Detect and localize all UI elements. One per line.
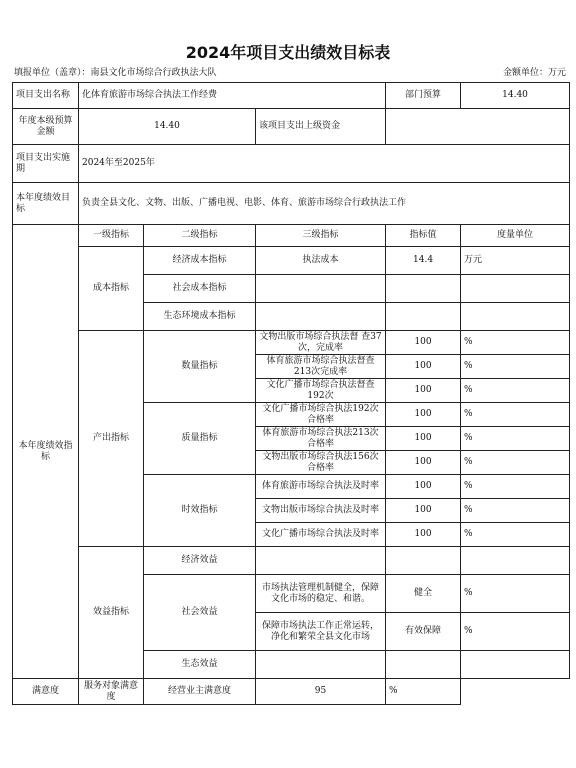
l2-social: 社会效益: [144, 575, 256, 651]
l2-cell: 经济效益: [144, 547, 256, 575]
value-cell: [386, 275, 461, 303]
unit-cell: %: [461, 355, 570, 379]
l3-cell: 文化广播市场综合执法及时率: [256, 523, 386, 547]
unit-cell: [461, 651, 570, 679]
unit-cell: %: [461, 379, 570, 403]
unit-cell: %: [461, 575, 570, 613]
unit-cell: %: [461, 475, 570, 499]
l3-cell: 文物出版市场综合执法及时率: [256, 499, 386, 523]
l2-cell: 生态环境成本指标: [144, 303, 256, 331]
unit-cell: [461, 303, 570, 331]
filing-unit: 填报单位（盖章）：南县文化市场综合行政执法大队: [14, 68, 217, 78]
indicators-label: 本年度绩效指标: [13, 225, 79, 679]
header-l3: 三级指标: [256, 225, 386, 247]
l3-cell: 文化广播市场综合执法督查 192次: [256, 379, 386, 403]
unit-cell: %: [461, 427, 570, 451]
unit-cell: %: [461, 451, 570, 475]
superior-amount: [386, 109, 570, 145]
l3-cell: 经营业主满意度: [144, 679, 256, 705]
unit-cell: [461, 547, 570, 575]
value-cell: 100: [386, 499, 461, 523]
value-cell: 95: [256, 679, 386, 705]
value-cell: [386, 651, 461, 679]
l3-cell: [256, 651, 386, 679]
l1-satisfaction: 满意度: [13, 679, 79, 705]
value-cell: 有效保障: [386, 613, 461, 651]
value-cell: 100: [386, 355, 461, 379]
l2-cell: 社会成本指标: [144, 275, 256, 303]
page-title: 2024年项目支出绩效目标表: [185, 43, 391, 62]
header-l1: 一级指标: [79, 225, 144, 247]
value-cell: [386, 547, 461, 575]
l3-cell: 体育旅游市场综合执法213次合格率: [256, 427, 386, 451]
value-cell: 100: [386, 523, 461, 547]
l2-quantity: 数量指标: [144, 331, 256, 403]
l2-timeliness: 时效指标: [144, 475, 256, 547]
l3-cell: 保障市场执法工作正常运转，净化和繁荣全县文化市场: [256, 613, 386, 651]
l1-cost: 成本指标: [79, 247, 144, 331]
project-name-label: 项目支出名称: [13, 83, 79, 109]
l1-output: 产出指标: [79, 331, 144, 547]
l3-cell: 文化广播市场综合执法192次合格率: [256, 403, 386, 427]
l3-cell: 体育旅游市场综合执法督查213次完成率: [256, 355, 386, 379]
header-value: 指标值: [386, 225, 461, 247]
unit-cell: [461, 275, 570, 303]
value-cell: 100: [386, 331, 461, 355]
dept-budget: 14.40: [461, 83, 570, 109]
money-unit: 金额单位：万元: [502, 68, 566, 78]
l3-cell: 文物出版市场综合执法督 查37次，完成率: [256, 331, 386, 355]
goal-label: 本年度绩效目标: [13, 183, 79, 225]
value-cell: 100: [386, 475, 461, 499]
l3-cell: 执法成本: [256, 247, 386, 275]
l2-quality: 质量指标: [144, 403, 256, 475]
superior-label: 该项目支出上级资金: [256, 109, 386, 145]
header-l2: 二级指标: [144, 225, 256, 247]
unit-cell: %: [461, 523, 570, 547]
annual-label: 年度本级预算金额: [13, 109, 79, 145]
value-cell: 100: [386, 427, 461, 451]
annual-amount: 14.40: [79, 109, 256, 145]
value-cell: 14.4: [386, 247, 461, 275]
value-cell: [386, 303, 461, 331]
unit-cell: %: [386, 679, 461, 705]
l1-benefit: 效益指标: [79, 547, 144, 679]
l3-cell: [256, 547, 386, 575]
unit-cell: 万元: [461, 247, 570, 275]
l3-cell: 文物出版市场综合执法156次合格率: [256, 451, 386, 475]
value-cell: 健全: [386, 575, 461, 613]
unit-cell: %: [461, 499, 570, 523]
value-cell: 100: [386, 451, 461, 475]
l2-cell: 经济成本指标: [144, 247, 256, 275]
performance-table: [12, 82, 570, 705]
dept-budget-label: 部门预算: [386, 83, 461, 109]
unit-cell: %: [461, 403, 570, 427]
period-label: 项目支出实施期: [13, 145, 79, 183]
unit-cell: %: [461, 613, 570, 651]
l2-cell: 生态效益: [144, 651, 256, 679]
value-cell: 100: [386, 379, 461, 403]
project-name: 化体育旅游市场综合执法工作经费: [79, 83, 386, 109]
l2-cell: 服务对象满意度: [79, 679, 144, 705]
l3-cell: 市场执法管理机制健全，保障文化市场的稳定、和谐。: [256, 575, 386, 613]
period: 2024年至2025年: [79, 145, 570, 183]
value-cell: 100: [386, 403, 461, 427]
l3-cell: [256, 275, 386, 303]
l3-cell: [256, 303, 386, 331]
l3-cell: 体育旅游市场综合执法及时率: [256, 475, 386, 499]
goal: 负责全县文化、文物、出版、广播电视、电影、体育、旅游市场综合行政执法工作: [79, 183, 570, 225]
header-unit: 度量单位: [461, 225, 570, 247]
unit-cell: %: [461, 331, 570, 355]
